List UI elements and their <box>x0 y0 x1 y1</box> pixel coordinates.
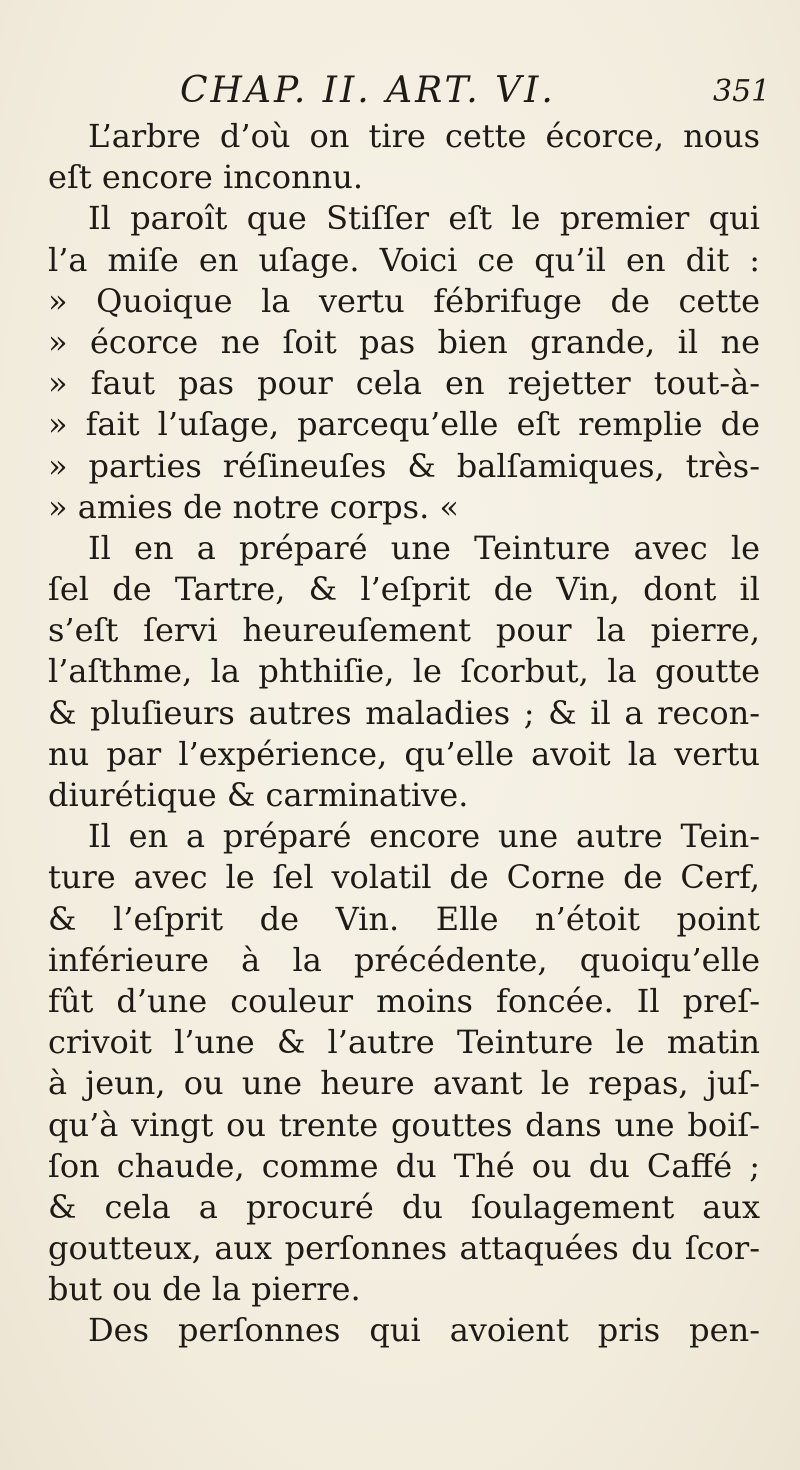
text-line: » Quoique la vertu fébrifuge de cette <box>48 281 760 320</box>
text-line: nu par l’expérience, qu’elle avoit la vertu <box>48 734 760 773</box>
text-line: ſon chaude, comme du Thé ou du Caffé ; <box>48 1146 760 1185</box>
text-line: Il paroît que Stiſſer eſt le premier qui <box>88 199 760 238</box>
text-line: qu’à vingt ou trente gouttes dans une boiſ- <box>48 1105 760 1144</box>
text-line: » écorce ne ſoit pas bien grande, il ne <box>48 322 760 361</box>
text-line: l’a miſe en uſage. Voici ce qu’il en dit : <box>48 240 760 279</box>
text-line: & cela a procuré du ſoulagement aux <box>48 1187 760 1226</box>
text-line: crivoit l’une & l’autre Teinture le matin <box>48 1023 760 1062</box>
text-line: » fait l’uſage, parcequ’elle eſt remplie de <box>48 405 760 444</box>
body-text <box>48 116 760 1352</box>
text-line: ſel de Tartre, & l’eſprit de Vin, dont il <box>48 570 760 609</box>
text-line: Il en a préparé une Teinture avec le <box>88 528 760 567</box>
chapter-heading: CHAP. II. ART. VI. <box>180 70 556 111</box>
text-line: & l’eſprit de Vin. Elle n’étoit point <box>48 899 760 938</box>
text-line: ture avec le ſel volatil de Corne de Cerf, <box>48 858 760 897</box>
text-line: s’eſt ſervi heureuſement pour la pierre, <box>48 611 760 650</box>
text-line: à jeun, ou une heure avant le repas, juſ- <box>48 1064 760 1103</box>
text-line: & pluſieurs autres maladies ; & il a recon- <box>48 693 760 732</box>
text-line: diurétique & carminative. <box>48 776 469 814</box>
text-line: Il en a préparé encore une autre Tein- <box>88 817 760 856</box>
text-line: » parties réſineuſes & balſamiques, très- <box>48 446 760 485</box>
text-line: fût d’une couleur moins foncée. Il preſ- <box>48 981 760 1020</box>
text-line: goutteux, aux perſonnes attaquées du ſcor- <box>48 1229 760 1268</box>
text-line: » faut pas pour cela en rejetter tout-à- <box>48 364 760 403</box>
text-line: Des perſonnes qui avoient pris pen- <box>88 1311 760 1350</box>
text-line: L’arbre d’où on tire cette écorce, nous <box>88 117 760 155</box>
text-line: inférieure à la précédente, quoiqu’elle <box>48 940 760 979</box>
page-number: 351 <box>713 74 771 109</box>
running-head <box>0 70 800 116</box>
text-line: eſt encore inconnu. <box>48 158 363 197</box>
text-line: » amies de notre corps. « <box>48 487 459 526</box>
text-line: l’aſthme, la phthiſie, le ſcorbut, la goutte <box>48 652 760 691</box>
text-line: but ou de la pierre. <box>48 1270 361 1309</box>
